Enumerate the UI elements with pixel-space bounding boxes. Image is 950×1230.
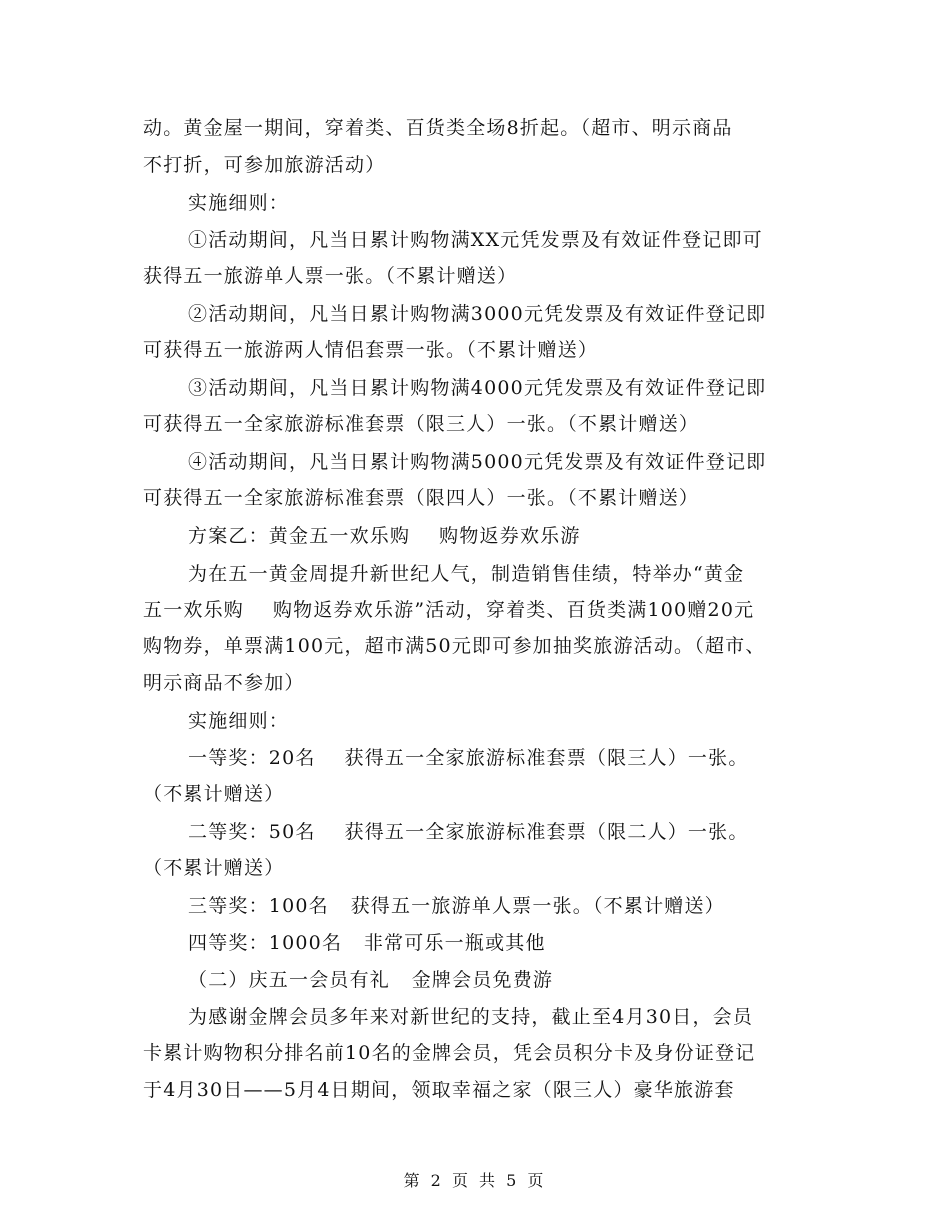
body-line: 于4月30日——5月4日期间，领取幸福之家（限三人）豪华旅游套 bbox=[143, 1079, 735, 1101]
body-line: 明示商品不参加） bbox=[143, 672, 305, 694]
section-heading: （二）庆五一会员有礼 金牌会员免费游 bbox=[188, 969, 554, 991]
body-line: 可获得五一全家旅游标准套票（限三人）一张。（不累计赠送） bbox=[143, 413, 700, 435]
body-line: ③活动期间，凡当日累计购物满4000元凭发票及有效证件登记即 bbox=[188, 377, 767, 399]
prize-line: 一等奖：20名 获得五一全家旅游标准套票（限三人）一张。 bbox=[188, 747, 749, 769]
body-line: 为在五一黄金周提升新世纪人气，制造销售佳绩，特举办“黄金 bbox=[188, 563, 745, 585]
body-line: 不打折，可参加旅游活动） bbox=[143, 154, 386, 176]
body-line: 获得五一旅游单人票一张。（不累计赠送） bbox=[143, 265, 518, 287]
body-line: ②活动期间，凡当日累计购物满3000元凭发票及有效证件登记即 bbox=[188, 303, 767, 325]
body-line: （不累计赠送） bbox=[143, 857, 285, 879]
body-line: 可获得五一旅游两人情侣套票一张。（不累计赠送） bbox=[143, 339, 599, 361]
body-line: 可获得五一全家旅游标准套票（限四人）一张。（不累计赠送） bbox=[143, 487, 700, 509]
body-line: 购物券，单票满100元，超市满50元即可参加抽奖旅游活动。（超市、 bbox=[143, 635, 766, 657]
body-line: ④活动期间，凡当日累计购物满5000元凭发票及有效证件登记即 bbox=[188, 451, 767, 473]
prize-line: 四等奖：1000名 非常可乐一瓶或其他 bbox=[188, 932, 546, 954]
body-line: 动。黄金屋一期间，穿着类、百货类全场8折起。（超市、明示商品 bbox=[143, 117, 733, 139]
body-line: （不累计赠送） bbox=[143, 783, 285, 805]
page-footer: 第 2 页 共 5 页 bbox=[403, 1171, 547, 1190]
section-heading: 实施细则： bbox=[188, 192, 290, 214]
body-line: 卡累计购物积分排名前10名的金牌会员，凭会员积分卡及身份证登记 bbox=[143, 1042, 756, 1064]
body-line: 五一欢乐购 购物返券欢乐游”活动，穿着类、百货类满100赠20元 bbox=[143, 599, 755, 621]
prize-line: 三等奖：100名 获得五一旅游单人票一张。（不累计赠送） bbox=[188, 895, 725, 917]
section-heading: 方案乙：黄金五一欢乐购 购物返券欢乐游 bbox=[188, 525, 581, 547]
body-line: ①活动期间，凡当日累计购物满XX元凭发票及有效证件登记即可 bbox=[188, 229, 763, 251]
prize-line: 二等奖：50名 获得五一全家旅游标准套票（限二人）一张。 bbox=[188, 821, 749, 843]
section-heading: 实施细则： bbox=[188, 710, 290, 732]
body-line: 为感谢金牌会员多年来对新世纪的支持，截止至4月30日，会员 bbox=[188, 1006, 754, 1028]
